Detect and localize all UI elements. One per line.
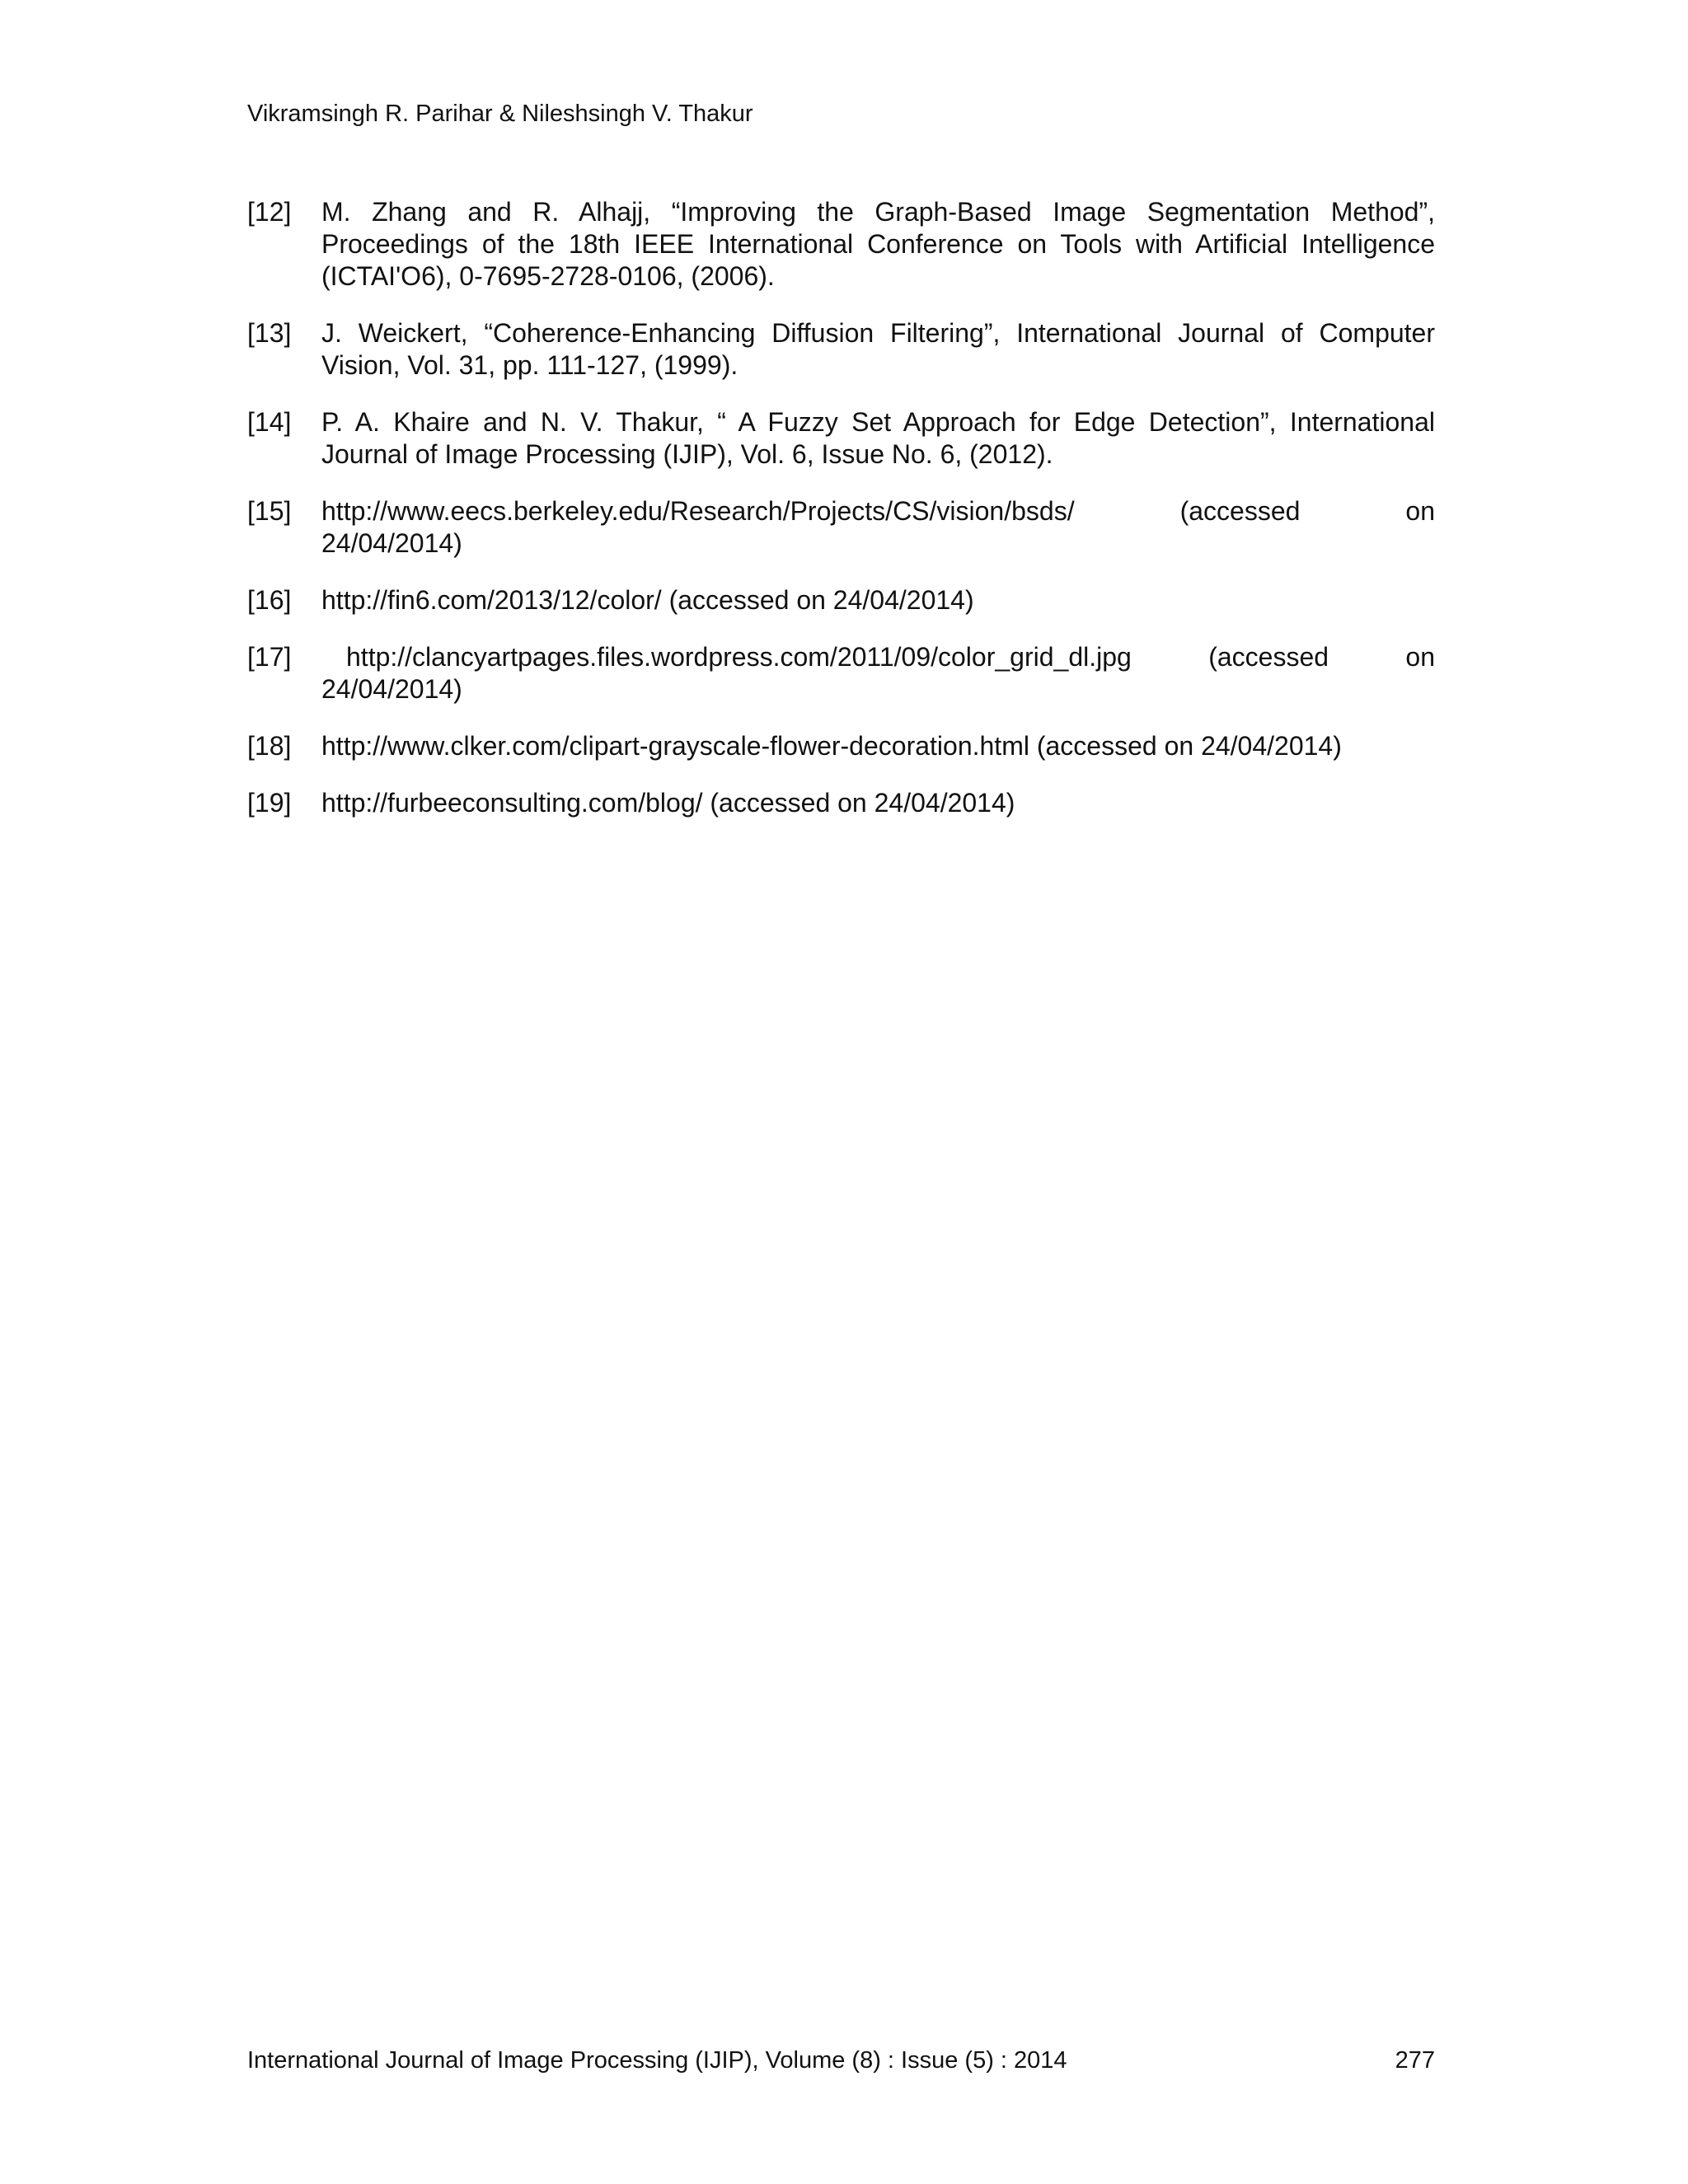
reference-text: J. Weickert, “Coherence-Enhancing Diffusion Filtering”, International Journal of Computer Vision, Vol. 31, pp. 111-127, (1999). — [321, 318, 1435, 380]
reference-text-line: http://www.eecs.berkeley.edu/Research/Projects/CS/vision/bsds/ (accessed on — [321, 496, 1435, 526]
running-header-authors: Vikramsingh R. Parihar & Nileshsingh V. Thakur — [247, 101, 753, 127]
reference-number: [14] — [247, 407, 292, 437]
reference-item — [247, 730, 1435, 762]
reference-text: http://fin6.com/2013/12/color/ (accessed on 24/04/2014) — [321, 585, 974, 615]
reference-number: [12] — [247, 197, 292, 227]
reference-item — [247, 641, 1435, 705]
page-number: 277 — [1395, 2047, 1435, 2074]
reference-item — [247, 196, 1435, 293]
footer-journal-citation: International Journal of Image Processing (IJIP), Volume (8) : Issue (5) : 2014 — [247, 2047, 1067, 2074]
reference-number: [18] — [247, 731, 292, 761]
reference-text-line: 24/04/2014) — [321, 674, 462, 704]
reference-text: http://www.clker.com/clipart-grayscale-flower-decoration.html (accessed on 24/04/2014) — [321, 731, 1342, 761]
reference-text — [321, 495, 1435, 560]
reference-text: M. Zhang and R. Alhajj, “Improving the Graph-Based Image Segmentation Method”, Proceedings of the 18th IEEE International Conference on Tools with Artificial Intelligence (ICTAI'O6), 0-7695-2728-0106, (2006). — [321, 197, 1435, 291]
reference-text: P. A. Khaire and N. V. Thakur, “ A Fuzzy Set Approach for Edge Detection”, International Journal of Image Processing (IJIP), Vol. 6, Issue No. 6, (2012). — [321, 407, 1435, 469]
reference-item — [247, 787, 1435, 819]
reference-item — [247, 317, 1435, 382]
reference-text — [321, 641, 1435, 705]
reference-list — [247, 196, 1435, 844]
reference-number: [15] — [247, 496, 292, 526]
reference-number: [19] — [247, 788, 292, 818]
reference-text-line: http://clancyartpages.files.wordpress.com/2011/09/color_grid_dl.jpg (accessed on — [346, 642, 1435, 672]
reference-text-line: 24/04/2014) — [321, 528, 462, 558]
reference-item — [247, 495, 1435, 560]
reference-number: [16] — [247, 585, 292, 615]
reference-text: http://furbeeconsulting.com/blog/ (accessed on 24/04/2014) — [321, 788, 1015, 818]
reference-number: [13] — [247, 318, 292, 348]
reference-number: [17] — [247, 642, 292, 672]
running-footer — [247, 2046, 1435, 2075]
reference-item — [247, 406, 1435, 471]
reference-item — [247, 584, 1435, 616]
